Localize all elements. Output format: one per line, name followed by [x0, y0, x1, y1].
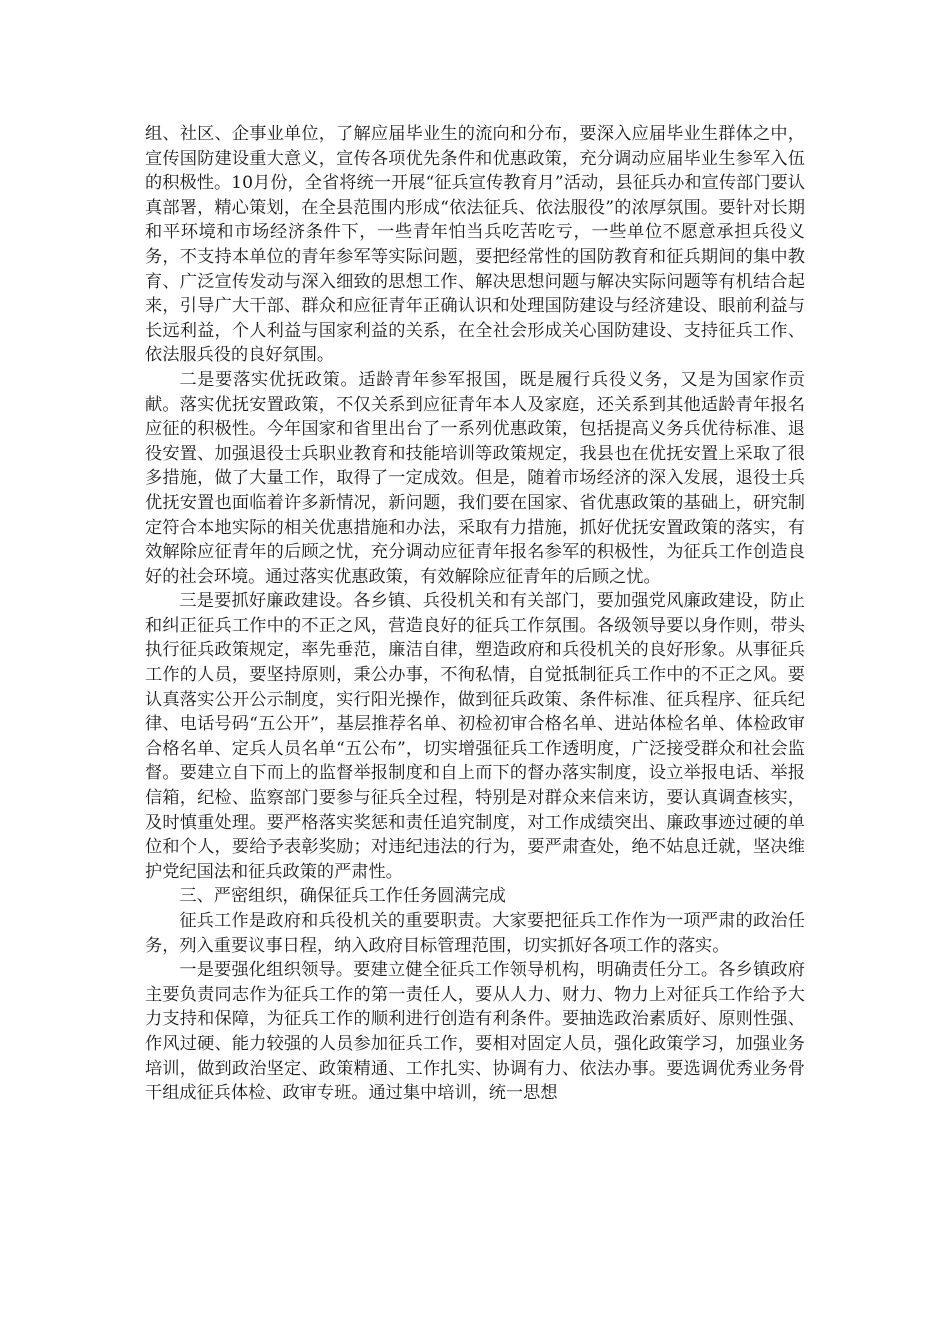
paragraph-preferential-policy: 二是要落实优抚政策。适龄青年参军报国，既是履行兵役义务，又是为国家作贡献。落实优抚安置政策，不仅关系到应征青年本人及家庭，还关系到其他适龄青年报名应征的积极性。今年国家和省里出台了一系列优惠政策，包括提高义务兵优待标准、退役安置、加强退役士兵职业教育和技能培训等政策规定，我县也在优抚安置上采取了很多措施，做了大量工作，取得了一定成效。但是，随着市场经济的深入发展，退役士兵优抚安置也面临着许多新情况，新问题，我们要在国家、省优惠政策的基础上，研究制定符合本地实际的相关优惠措施和办法，采取有力措施，抓好优抚安置政策的落实，有效解除应征青年的后顾之忧，充分调动应征青年报名参军的积极性，为征兵工作创造良好的社会环境。通过落实优惠政策，有效解除应征青年的后顾之忧。: [145, 369, 805, 587]
section-heading-three: 三、严密组织，确保征兵工作任务圆满完成: [179, 886, 506, 907]
paragraph-section-intro: 征兵工作是政府和兵役机关的重要职责。大家要把征兵工作作为一项严肃的政治任务，列入重要议事日程，纳入政府目标管理范围，切实抓好各项工作的落实。: [145, 911, 805, 956]
document-body: [145, 122, 805, 1106]
paragraph-integrity-building: 三是要抓好廉政建设。各乡镇、兵役机关和有关部门，要加强党风廉政建设，防止和纠正征兵工作中的不正之风，营造良好的征兵工作氛围。各级领导要以身作则，带头执行征兵政策规定，率先垂范，廉洁自律，塑造政府和兵役机关的良好形象。从事征兵工作的人员，要坚持原则，秉公办事，不徇私情，自觉抵制征兵工作中的不正之风。要认真落实公开公示制度，实行阳光操作，做到征兵政策、条件标准、征兵程序、征兵纪律、电话号码“五公开”，基层推荐名单、初检初审合格名单、进站体检名单、体检政审合格名单、定兵人员名单“五公布”，切实增强征兵工作透明度，广泛接受群众和社会监督。要建立自下而上的监督举报制度和自上而下的督办落实制度，设立举报电话、举报信箱，纪检、监察部门要参与征兵全过程，特别是对群众来信来访，要认真调查核实，及时慎重处理。要严格落实奖惩和责任追究制度，对工作成绩突出、廉政事迹过硬的单位和个人，要给予表彰奖励；对违纪违法的行为，要严肃查处，绝不姑息迁就，坚决维护党纪国法和征兵政策的严肃性。: [145, 591, 805, 882]
paragraph-organizational-leadership: 一是要强化组织领导。要建立健全征兵工作领导机构，明确责任分工。各乡镇政府主要负责同志作为征兵工作的第一责任人，要从人力、财力、物力上对征兵工作给予大力支持和保障，为征兵工作的顺利进行创造有利条件。要抽选政治素质好、原则性强、作风过硬、能力较强的人员参加征兵工作，要相对固定人员，强化政策学习，加强业务培训，做到政治坚定、政策精通、工作扎实、协调有力、依法办事。要选调优秀业务骨干组成征兵体检、政审专班。通过集中培训，统一思想: [145, 960, 805, 1104]
paragraph-continued-propaganda: 组、社区、企事业单位，了解应届毕业生的流向和分布，要深入应届毕业生群体之中，宣传国防建设重大意义，宣传各项优先条件和优惠政策，充分调动应届毕业生参军入伍的积极性。10月份，全省将统一开展“征兵宣传教育月”活动，县征兵办和宣传部门要认真部署，精心策划，在全县范围内形成“依法征兵、依法服役”的浓厚氛围。要针对长期和平环境和市场经济条件下，一些青年怕当兵吃苦吃亏，一些单位不愿意承担兵役义务，不支持本单位的青年参军等实际问题，要把经常性的国防教育和征兵期间的集中教育、广泛宣传发动与深入细致的思想工作、解决思想问题与解决实际问题等有机结合起来，引导广大干部、群众和应征青年正确认识和处理国防建设与经济建设、眼前利益与长远利益，个人利益与国家利益的关系，在全社会形成关心国防建设、支持征兵工作、依法服兵役的良好氛围。: [145, 124, 805, 366]
